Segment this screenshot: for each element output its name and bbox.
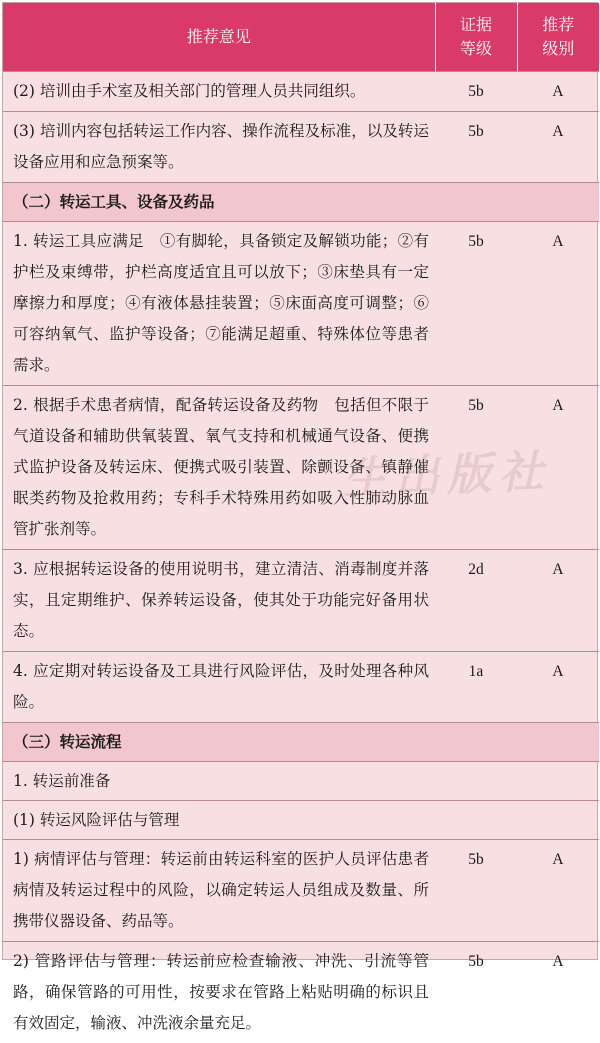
recommendation-text: 4. 应定期对转运设备及工具进行风险评估，及时处理各种风险。	[3, 652, 435, 723]
table-row	[3, 386, 599, 550]
recommendation-grade: A	[517, 652, 599, 723]
recommendation-grade: A	[517, 386, 599, 550]
evidence-level: 5b	[435, 840, 517, 942]
recommendation-text: 3. 应根据转运设备的使用说明书，建立清洁、消毒制度并落实，且定期维护、保养转运设备，使其处于功能完好备用状态。	[3, 550, 435, 652]
evidence-level: 2d	[435, 550, 517, 652]
recommendation-text: (2) 培训由手术室及相关部门的管理人员共同组织。	[3, 72, 435, 112]
recommendation-grade: A	[517, 112, 599, 183]
recommendation-grade: A	[517, 942, 599, 1043]
section-heading: （二）转运工具、设备及药品	[3, 183, 599, 222]
section-row	[3, 183, 599, 222]
section-row	[3, 723, 599, 762]
section-heading: （三）转运流程	[3, 723, 599, 762]
header-grade-line1: 推荐	[518, 13, 600, 37]
table-row	[3, 222, 599, 386]
header-evidence-level	[435, 3, 517, 72]
publisher-watermark: 生出版社	[342, 435, 552, 506]
recommendation-grade: A	[517, 550, 599, 652]
recommendation-text: 1) 病情评估与管理：转运前由转运科室的医护人员评估患者病情及转运过程中的风险，以确定转运人员组成及数量、所携带仪器设备、药品等。	[3, 840, 435, 942]
table-header-row	[3, 3, 599, 72]
recommendation-text: 1. 转运工具应满足 ①有脚轮，具备锁定及解锁功能；②有护栏及束缚带，护栏高度适宜且可以放下；③床垫具有一定摩擦力和厚度；④有液体悬挂装置；⑤床面高度可调整；⑥可容纳氧气、监护等设备；⑦能满足超重、特殊体位等患者需求。	[3, 222, 435, 386]
header-evidence-line2: 等级	[436, 37, 517, 61]
evidence-level: 5b	[435, 72, 517, 112]
evidence-level: 5b	[435, 222, 517, 386]
header-recommendation-grade	[517, 3, 599, 72]
subheading-text: 1. 转运前准备	[3, 762, 599, 801]
recommendation-text: 2) 管路评估与管理：转运前应检查输液、冲洗、引流等管路，确保管路的可用性，按要求在管路上粘贴明确的标识且有效固定，输液、冲洗液余量充足。	[3, 942, 435, 1043]
recommendation-table-page	[2, 2, 598, 960]
header-grade-line2: 级别	[518, 37, 600, 61]
subheading-row	[3, 801, 599, 840]
recommendation-grade: A	[517, 72, 599, 112]
recommendation-text: 2. 根据手术患者病情，配备转运设备及药物 包括但不限于气道设备和辅助供氧装置、氧气支持和机械通气设备、便携式监护设备及转运床、便携式吸引装置、除颤设备、镇静催眠类药物及抢救用药；专科手术特殊用药如吸入性肺动脉血管扩张剂等。	[3, 386, 435, 550]
subheading-row	[3, 762, 599, 801]
table-row	[3, 112, 599, 183]
table-row	[3, 942, 599, 1043]
recommendation-table	[3, 3, 599, 1043]
header-evidence-line1: 证据	[436, 13, 517, 37]
table-row	[3, 840, 599, 942]
recommendation-grade: A	[517, 840, 599, 942]
subheading-text: (1) 转运风险评估与管理	[3, 801, 599, 840]
header-recommendation: 推荐意见	[3, 3, 435, 72]
recommendation-grade: A	[517, 222, 599, 386]
table-row	[3, 72, 599, 112]
evidence-level: 5b	[435, 112, 517, 183]
evidence-level: 5b	[435, 386, 517, 550]
table-row	[3, 652, 599, 723]
table-row	[3, 550, 599, 652]
evidence-level: 5b	[435, 942, 517, 1043]
recommendation-text: (3) 培训内容包括转运工作内容、操作流程及标准，以及转运设备应用和应急预案等。	[3, 112, 435, 183]
evidence-level: 1a	[435, 652, 517, 723]
